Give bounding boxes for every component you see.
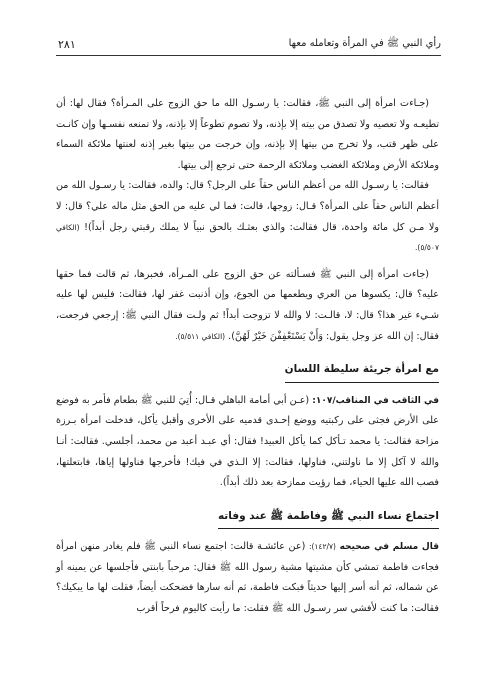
section-heading	[56, 506, 439, 530]
source-lead: في الثاقب في المناقب/١٠٧:	[312, 395, 439, 406]
paragraph-text: (عـن أبي أمامة الباهلي قـال: أُتِيَ للنبي ﷺ بطعام فأمر به فوضع على الأرض فجثى على ركبتيه ووضع إحـدى قدميه على الأخرى وأقبل يأكل، فدخلت امرأة بـرزة مزاحة فقالت: يا محمد تـأكل كما يأكل العبيد! فقال: أي عبـد أعبد من محمد، أجلسي. فقالت: أنـا والله لا آكل إلا ما ناولتني، فناولها، فقالت: إلا الـذي في فيك! فأخرجها فناولها إياها، فابتعلتها، فصب الله عليها الحياء، فما رؤيت ممازحة بعد ذلك أبداً).	[56, 394, 439, 489]
paragraph: (جـاءت امرأة إلى النبي ﷺ، فقالت: يا رسـول الله ما حق الزوج على المـرأة؟ فقال لها: أن تطيعـه ولا تعصيه ولا تصدق من بيته إلا بإذنه، ولا تصوم تطوعاً إلا بإذنه، ولا تمنعه نفسـها وإن كانـت على ظهر قتب، ولا تخرج من بيتها إلا بإذنه، وإن خرجت من بيتها بغير إذنه لعنتها ملائكة السماء وملائكة الأرض وملائكة الغضب وملائكة الرحمة حتى ترجع إلى بيتها.	[56, 98, 439, 171]
citation: (١٤٢/٧):	[308, 542, 336, 552]
page-number: ٢٨١	[58, 37, 76, 51]
source-lead: قال مسلم في صحيحه	[339, 542, 439, 553]
section-heading	[56, 359, 439, 383]
paragraph	[56, 391, 439, 494]
section-heading-text: اجتماع نساء النبي ﷺ وفاطمة ﷺ عند وفاته	[218, 506, 439, 530]
paragraph	[56, 265, 439, 347]
header-rule	[56, 55, 441, 56]
paragraph-text: فقالت: يا رسـول الله من أعظم الناس حقاً على الرجل؟ قال: والده، فقالت: يا رسـول الله من أعظم الناس حقاً على المرأة؟ قـال: زوجها، قالت: فما لي عليه من الحق مثل ماله علي؟ قال: لا ولا مـن كل مائة واحدة، قال فقالت: والذي بعثـك بالحق نبياً لا يملك رقبتي رجل أبداً)!	[56, 180, 439, 233]
paragraph	[56, 176, 439, 258]
running-header	[58, 36, 441, 52]
citation: (الكافي ٥/٥٠٧).	[56, 222, 439, 253]
paragraph-text: (عن عائشـة قالت: اجتمع نساء النبي ﷺ فلم يغادر منهن امرأة فجاءت فاطمة تمشي كأن مشيتها مشية رسول الله ﷺ فقال: مرحباً بابنتي فأجلسها عن يمينه أو عن شماله، ثم أنه أسر إليها حديثاً فبكت فاطمة، ثم أنه سارها فضحكت أيضاً، فقلت لها ما يبكيك؟ فقالت: ما كنت لأفشي سر رسـول الله ﷺ فقلت: ما رأيت كاليوم فرحاً أقرب	[56, 541, 439, 615]
section-heading-text: مع امرأة جريئة سليطة اللسان	[285, 359, 439, 383]
body-text	[56, 94, 439, 620]
citation: (الكافي ٥/٥١١).	[175, 331, 226, 341]
running-title: رأي النبي ﷺ في المرأة وتعامله معها	[288, 38, 441, 49]
paragraph-text: (جاءت امرأة إلى النبي ﷺ فسـألته عن حق الزوج على المـرأة، فخبرها، ثم قالت فما حقها عليه؟ قال: يكسوها من العري ويطعمها من الجوع، وإن أذنبت غفر لها، فقالت: فليس لها عليه شـيء غير هذا؟ قال: لا، قالـت: لا والله لا تزوجت أبداً! ثم ولـت فقال النبي ﷺ: إرجعي فرجعت، فقال: إن الله عز وجل يقول: وَأَنْ يَسْتَعْفِفْنَ خَيْرٌ لَهُنَّ).	[56, 268, 439, 342]
paragraph	[56, 537, 439, 619]
